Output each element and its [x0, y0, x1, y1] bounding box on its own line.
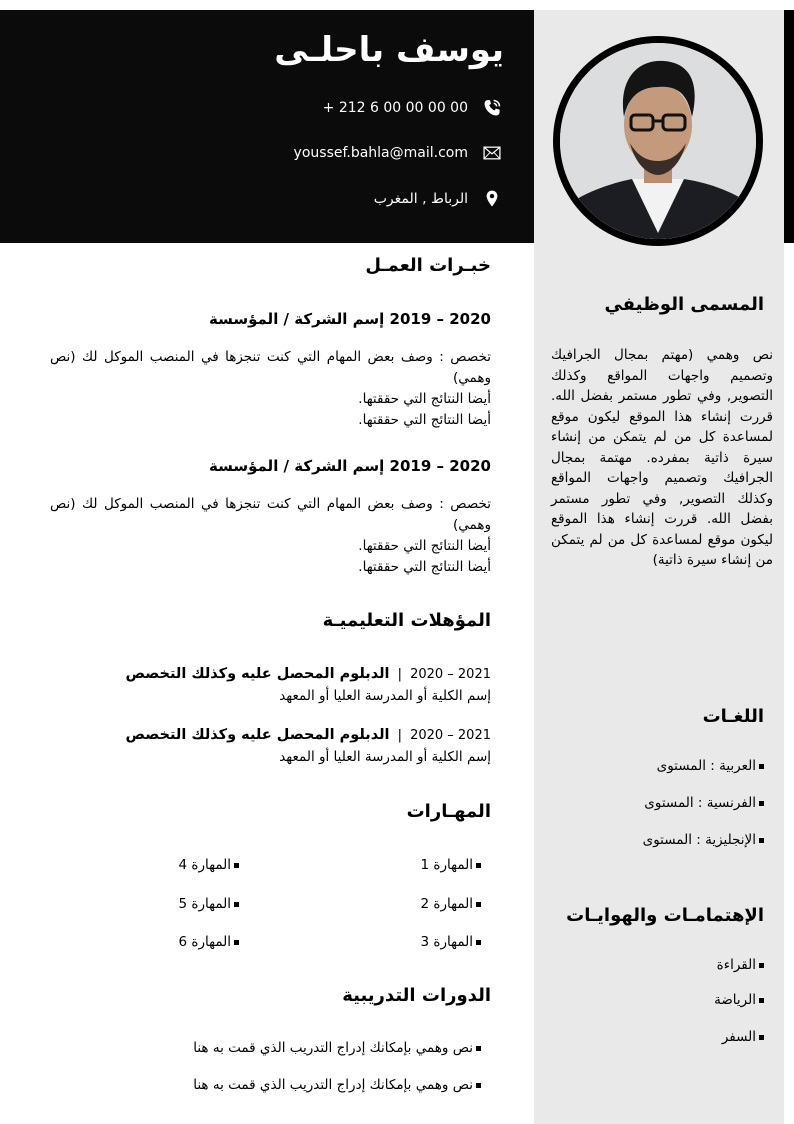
interest-item: الرياضة: [714, 992, 764, 1008]
phone-icon: [482, 98, 502, 118]
training-heading: الدورات التدريبية: [342, 985, 491, 1006]
sidebar-accent-stripe: [784, 10, 794, 243]
phone-row: [323, 98, 502, 118]
email-text: youssef.bahla@mail.com: [293, 145, 468, 161]
interests-heading: الإهتمامـات والهوايـات: [566, 905, 764, 926]
bullet-icon: [759, 998, 764, 1003]
skill-item: المهارة 1: [421, 857, 481, 873]
language-item: الإنجليزية : المستوى: [643, 832, 764, 848]
language-item: الفرنسية : المستوى: [644, 795, 764, 811]
bullet-icon: [759, 764, 764, 769]
experience-heading: خبـرات العمـل: [365, 255, 491, 276]
skill-item: المهارة 6: [179, 934, 239, 950]
language-item: العربية : المستوى: [657, 758, 764, 774]
bullet-icon: [759, 838, 764, 843]
address-row: [374, 189, 502, 209]
bullet-icon: [759, 963, 764, 968]
education-separator: |: [397, 727, 403, 743]
education-entry: [125, 666, 491, 682]
bullet-icon: [476, 940, 481, 945]
email-row: [294, 143, 502, 163]
interest-item: السفر: [722, 1029, 764, 1045]
bullet-icon: [234, 902, 239, 907]
bullet-icon: [476, 1046, 481, 1051]
job-title: 2020 – 2019 إسم الشركة / المؤسسة: [208, 310, 491, 328]
education-degree: الدبلوم المحصل عليه وكذلك التخصص: [125, 727, 390, 743]
skills-heading: المهـارات: [406, 801, 491, 822]
bullet-icon: [759, 801, 764, 806]
phone-text: + 212 6 00 00 00 00: [322, 100, 468, 116]
interest-item: القراءة: [717, 957, 764, 973]
education-heading: المؤهلات التعليميـة: [322, 610, 491, 631]
skill-item: المهارة 3: [421, 934, 481, 950]
profile-photo: [560, 43, 756, 239]
bullet-icon: [234, 940, 239, 945]
bullet-icon: [476, 863, 481, 868]
education-years: 2020 – 2021: [410, 667, 491, 682]
bullet-icon: [476, 1083, 481, 1088]
training-item: نص وهمي بإمكانك إدراج التدريب الذي قمت به هنا: [193, 1040, 481, 1056]
languages-heading: اللغـات: [702, 706, 764, 727]
bullet-icon: [759, 1035, 764, 1040]
location-pin-icon: [482, 189, 502, 209]
education-years: 2020 – 2021: [410, 728, 491, 743]
skill-item: المهارة 5: [179, 896, 239, 912]
address-text: الرباط , المغرب: [373, 191, 468, 207]
skill-item: المهارة 4: [179, 857, 239, 873]
bullet-icon: [476, 902, 481, 907]
education-school: إسم الكلية أو المدرسة العليا أو المعهد: [279, 749, 491, 765]
skill-item: المهارة 2: [421, 896, 481, 912]
person-portrait-image: [560, 43, 756, 239]
education-school: إسم الكلية أو المدرسة العليا أو المعهد: [279, 688, 491, 704]
job-description: تخصص : وصف بعض المهام التي كنت تنجزها في المنصب الموكل لك (نص وهمي) أيضا النتائج التي حققتها. أيضا النتائج التي حققتها.: [50, 496, 491, 575]
envelope-icon: [482, 143, 502, 163]
job-title-text: نص وهمي (مهتم بمجال الجرافيك وتصميم واجهات المواقع وكذلك التصوير, وفي تطور مستمر بفضل الله. قررت إنشاء هذا الموقع ليكون موقع لمساعدة كل من لم يتمكن من إنشاء سيرة ذاتية بمفرده. مهتمة بمجال الجرافيك وتصميم واجهات المواقع وكذلك التصوير, وفي تطور مستمر بفضل الله. قررت إنشاء هذا الموقع ليكون موقع لمساعدة كل من لم يتمكن من إنشاء سيرة ذاتية): [551, 347, 773, 568]
education-separator: |: [397, 666, 403, 682]
person-name: يوسف باحلـى: [274, 30, 504, 70]
job-title-heading: المسمى الوظيفي: [604, 294, 764, 315]
job-title: 2020 – 2019 إسم الشركة / المؤسسة: [208, 457, 491, 475]
education-entry: [125, 727, 491, 743]
education-degree: الدبلوم المحصل عليه وكذلك التخصص: [125, 666, 390, 682]
training-item: نص وهمي بإمكانك إدراج التدريب الذي قمت به هنا: [193, 1077, 481, 1093]
job-description: تخصص : وصف بعض المهام التي كنت تنجزها في المنصب الموكل لك (نص وهمي) أيضا النتائج التي حققتها. أيضا النتائج التي حققتها.: [50, 349, 491, 428]
bullet-icon: [234, 863, 239, 868]
